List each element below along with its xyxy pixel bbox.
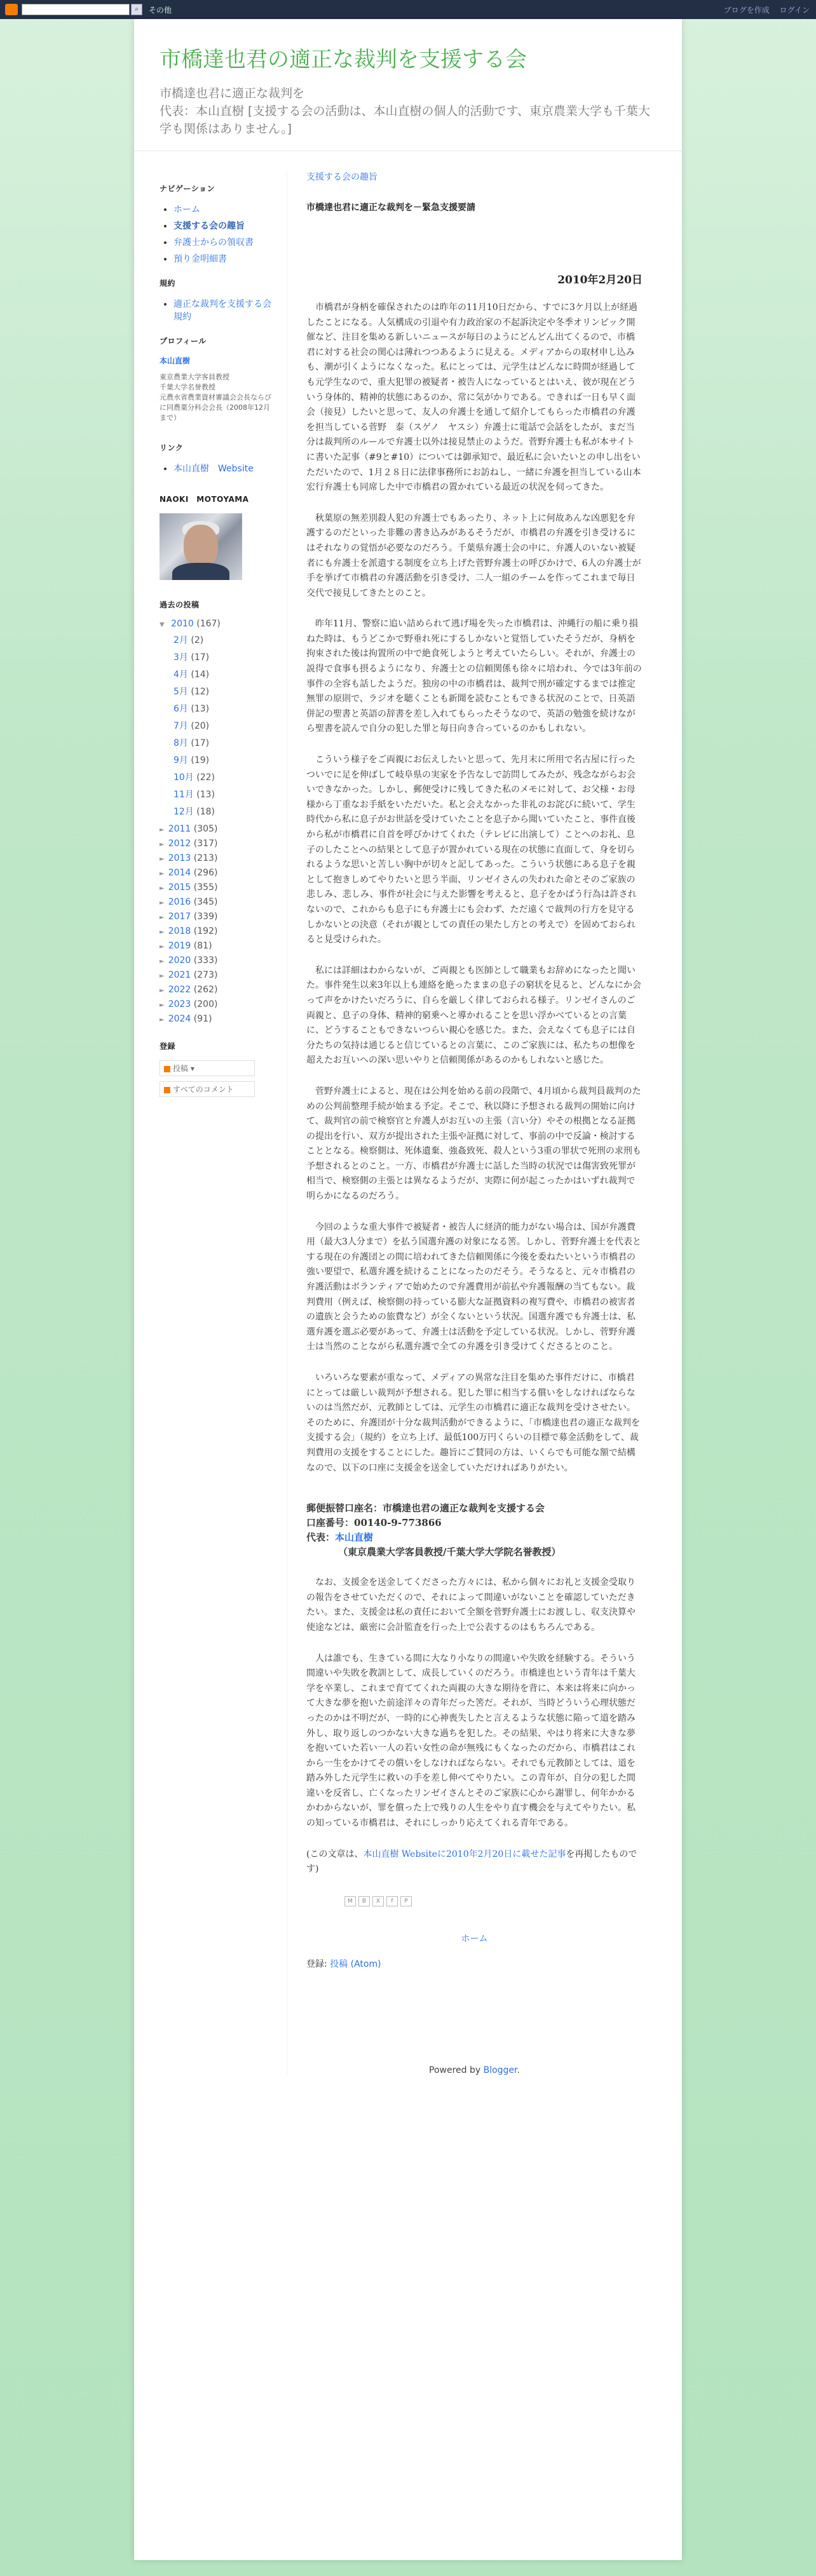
- archive-year: [160, 824, 274, 834]
- archive-year-link[interactable]: 2015: [168, 882, 191, 893]
- archive-year: [160, 853, 274, 863]
- archive-month: [173, 685, 274, 698]
- post-date: 2010年2月20日: [557, 274, 643, 287]
- blog-archive: [160, 619, 274, 1024]
- archive-month-link[interactable]: 9月: [173, 755, 188, 765]
- blog-share-icon[interactable]: B: [358, 1896, 370, 1906]
- expand-toggle-icon[interactable]: ►: [160, 943, 165, 950]
- post-paragraph: 昨年11月、警察に追い詰められて逃げ場を失った市橋君は、沖縄行の船に乗り損ねた時は、もうどこかで野垂れ死にするしかないと覚悟していたそうだが、身柄を拘束された後は拘置所の中で絶食死しようと考えていたらしい。それが、弁護士の説得で食事も摂るようになり、弁護士との信頼関係も徐々に培われ、今では3年前の事件の全容も話したようだ。独房の中の市橋君は、裁判で刑が確定するまでは推定無罪の原則で、ラジオを聴くことも新聞を読むこともできる状況のことで、日英語併記の聖書と英語の辞書を差し入れてもらったそうなので、英語の勉強を続けながら聖書を読んで自分の犯した罪と毎日向き合っているのかもしれない。: [306, 619, 642, 734]
- archive-year-link[interactable]: 2018: [168, 926, 191, 936]
- archive-month-link[interactable]: 12月: [173, 807, 194, 817]
- main-content: [287, 170, 643, 2075]
- nav-item-home[interactable]: ホーム: [173, 205, 200, 215]
- archive-year-count: (213): [193, 853, 218, 863]
- archive-year-link[interactable]: 2011: [168, 824, 191, 834]
- archive-title: 過去の投稿: [160, 600, 200, 609]
- archive-month-count: (17): [191, 652, 210, 663]
- rules-link[interactable]: 適正な裁判を支援する会規約: [173, 299, 271, 322]
- create-blog-link[interactable]: ブログを作成: [723, 6, 770, 15]
- archive-year: [160, 912, 274, 922]
- representative-label: 代表：: [306, 1532, 336, 1544]
- expand-toggle-icon[interactable]: ►: [160, 856, 165, 863]
- archive-month: [173, 651, 274, 663]
- blog-title[interactable]: 市橋達也君の適正な裁判を支援する会: [160, 47, 527, 72]
- profile-text: 東京農業大学客員教授 千葉大学名誉教授 元農水省農業資材審議会会長ならびに同農薬分科会会長（2008年12月まで）: [160, 373, 271, 422]
- archive-month: [173, 702, 274, 715]
- expand-toggle-icon[interactable]: ►: [160, 973, 165, 980]
- archive-year: [160, 868, 274, 878]
- archive-month: [173, 668, 274, 680]
- powered-by: [306, 2065, 643, 2075]
- archive-year-link[interactable]: 2021: [168, 970, 191, 980]
- post-paragraph: 菅野弁護士によると、現在は公判を始める前の段階で、4月頃から裁判員裁判のための公判前整理手続が始まる予定。そこで、秋以降に予想される裁判の開始に向けて、裁判官の前で検察官と弁護人がお互いの主張（言い分）やその根拠となる証拠の提出を行い、双方が提出された主張や証拠に対して、事前の中で反論・検討することとなる。検察側は、死体遺棄、強姦致死、殺人という3重の罪状で死刑の求刑も予想されるとのこと。一方、市橋君が弁護士に話した当時の状況では傷害致死罪が相当で、検察側の主張とは異なるようだが、実際に何が起こったかはいずれ裁判で明らかになるのだろう。: [306, 1086, 641, 1202]
- archive-year-count: (262): [193, 985, 218, 995]
- archive-year-count: (200): [193, 999, 218, 1009]
- archive-month: [173, 788, 274, 800]
- archive-month-count: (19): [191, 755, 210, 765]
- nav-item-purpose[interactable]: 支援する会の趣旨: [173, 221, 245, 231]
- links-title: リンク: [160, 443, 184, 452]
- post-paragraph: 人は誰でも、生きている間に大なり小なりの間違いや失敗を経験する。そういう間違いや失敗を教訓として、成長していくのだろう。市橋達也という青年は千葉大学を卒業し、これまで育ててくれた両親の大きな期待を背に、本来は将来に向かって大きな夢を抱いた前途洋々の青年だった筈だ。それが、当時どういう心理状態だったのかは不明だが、一時的に心神喪失したと言えるような状態に陥って道を踏み外し、取り返しのつかない大きな過ちを犯した。その結果、やはり将来に大きな夢を抱いていた若い一人の若い女性の命が無残にもくなったのだから、市橋君はこれから一生をかけてその償いをしなければならない。それでも元教師としては、道を踏み外した元学生に救いの手を差し伸べてやりたい。この青年が、自分の犯した間違いを反省し、亡くなったリンゼイさんとそのご家族に心から謝罪し、何年かかるかわからないが、罪を償った上で残りの人生をやり直す機会を与えてやりたい。私の知っている市橋君は、それにしっかり応えてくれる青年である。: [306, 1653, 636, 1829]
- post-paragraph: 市橋君が身柄を確保されたのは昨年の11月10日だから、すでに3ケ月以上が経過したことになる。人気構成の引退や有力政治家の不起訴決定や冬季オリンピック開催など、注目を集める新しいニュースが毎日のようにどんどん出てくるので、市橋君に対する社会の関心は薄れつつあるように見える。メディアからの取材申し込みも、潮が引くようになくなった。私にとっては、元学生はどんなに時間が経過しても元学生なので、重大犯罪の被疑者・被告人になっているとはいえ、彼が現在どういう身体的、精神的状態にあるのか、常に気がかりである。できれば一日も早く面会（接見）したいと思って、友人の弁護士を通して紹介してもらった市橋君の弁護を担当している菅野 泰（スゲノ ヤスシ）弁護士に電話で会話をしたが、まだ当分は裁判所のルールで弁護士以外は接見禁止のようだ。菅野弁護士も私が本サイトに書いた記事（#9と#10）については御承知で、最近私に会いたいとの申し出をいただいたので、1月２８日に法律事務所にお訪ねし、一緒に弁護を担当している山本宏行弁護士も同席した中で市橋君の置かれている最近の状況を伺ってきた。: [306, 302, 641, 493]
- x-share-icon[interactable]: X: [372, 1896, 384, 1906]
- subscribe-comments-label: すべてのコメント: [173, 1085, 234, 1094]
- archive-year: [160, 926, 274, 936]
- powered-pre: Powered by: [429, 2065, 484, 2075]
- bank-account-number: 口座番号：00140-9-773866: [306, 1517, 442, 1529]
- archive-year-count: (91): [193, 1014, 212, 1024]
- archive-year: [160, 1014, 274, 1024]
- archive-month-count: (2): [191, 635, 204, 645]
- email-share-icon[interactable]: M: [344, 1896, 356, 1906]
- archive-year-link[interactable]: 2024: [168, 1014, 191, 1024]
- archive-year-count: (339): [193, 912, 218, 922]
- archive-year-link[interactable]: 2023: [168, 999, 191, 1009]
- representative-title: （東京農業大学客員教授/千葉大学大学院名誉教授）: [338, 1546, 561, 1558]
- representative-link[interactable]: 本山直樹: [335, 1532, 374, 1544]
- expand-toggle-icon[interactable]: ►: [160, 870, 165, 877]
- archive-month-count: (18): [196, 807, 215, 817]
- archive-year-count: (81): [193, 941, 212, 951]
- post-paragraph: こういう様子をご両親にお伝えしたいと思って、先月末に所用で名古屋に行ったついでに足を伸ばして岐阜県の実家を予告なしで訪問してみたが、残念ながらお会いできなかった。しかし、郵便受けに残してきた私のメモに対して、お父様・お母様から丁重なお手紙をいただいた。私と会えなかった非礼のお詫びに続いて、学生時代から私に息子がお世話を受けていたことを息子から聞いていたこと、事件直後から私が市橋君に自首を呼びかけてくれた（テレビに出演して）ことへのお礼、息子のしたことへの結果として息子が置かれている現在の状態に直面して、身を切られるような思いと苦しい胸中が切々と記してあった。こういう状態にある息子を親として抱きしめてやりたいと思う半面、リンゼイさんの失われた命とそのご家族の悲しみ、悲しみ、事件が社会に与えた影響を考えると、息子をかばう行為は許されないので、これからも息子にも弁護士にも会わず、ただ遠くで裁判の行方を見守るしかないとの決意（それが親としての責任の果たし方との考えで）を固めておられると見受けられた。: [306, 755, 637, 945]
- subscribe-posts-label: 投稿: [173, 1064, 189, 1073]
- post-paragraph: なお、支援金を送金してくださった方々には、私から個々にお礼と支援金受取りの報告をさせていただくので、それによって間違いがないことを確認していただきたい。また、支援金は私の責任において全額を菅野弁護士にお渡しし、収支決算や使途などは、厳密に会計監査を行った上で公表するのはもちろんである。: [306, 1577, 636, 1633]
- archive-month-count: (22): [196, 772, 215, 783]
- nav-list: [160, 203, 274, 265]
- blog-description: [160, 84, 656, 138]
- post-paragraph: いろいろな要素が重なって、メディアの異常な注目を集めた事件だけに、市橋君にとっては厳しい裁判が予想される。犯した罪に相当する償いをしなければならないのは当然だが、元教師としては、元学生の市橋君に適正な裁判を受けさせたい。そのために、弁護団が十分な裁判活動ができるように、「市橋達也君の適正な裁判を支援する会」（規約）を立ち上げ、最低100万円くらいの目標で募金活動をして、裁判費用の支援をすることにした。趣旨にご賛同の方は、いくらでも可能な額で結構なので、以下の口座に支援金を送金していただければありがたい。: [306, 1373, 640, 1473]
- archive-year-count: (355): [193, 882, 218, 893]
- archive-month-link[interactable]: 8月: [173, 738, 188, 748]
- archive-year-count: (273): [193, 970, 218, 980]
- closing-post: を再掲したものです): [306, 1849, 637, 1875]
- subscribe-footer: [306, 1957, 643, 1970]
- expand-toggle-icon[interactable]: ►: [160, 841, 165, 848]
- archive-year-count: (192): [193, 926, 218, 936]
- expand-toggle-icon[interactable]: ►: [160, 914, 165, 921]
- page-title-link[interactable]: 支援する会の趣旨: [306, 172, 377, 182]
- archive-month-count: (14): [191, 670, 210, 680]
- navbar-right-links: [716, 4, 810, 15]
- expand-toggle-icon[interactable]: ►: [160, 885, 165, 892]
- expand-toggle-icon[interactable]: ►: [160, 826, 165, 833]
- expand-toggle-icon[interactable]: ►: [160, 987, 165, 994]
- website-link[interactable]: 本山直樹 Website: [173, 464, 254, 474]
- archive-year-count: (296): [193, 868, 218, 878]
- archive-year: [160, 985, 274, 995]
- photo-title: NAOKI MOTOYAMA: [160, 495, 249, 504]
- expand-toggle-icon[interactable]: ►: [160, 900, 165, 907]
- archive-year-link[interactable]: 2020: [168, 955, 191, 966]
- blog-header: [134, 19, 682, 151]
- archive-month-link[interactable]: 5月: [173, 687, 188, 697]
- blogger-logo-icon[interactable]: [5, 4, 18, 15]
- archive-month-link[interactable]: 3月: [173, 652, 188, 663]
- archive-year-count: (345): [193, 897, 218, 907]
- archive-month-count: (17): [191, 738, 210, 748]
- navbar-search-input[interactable]: [22, 4, 130, 15]
- home-link[interactable]: ホーム: [461, 1933, 488, 1944]
- subscribe-posts-button[interactable]: 投稿 ▾: [160, 1060, 255, 1076]
- archive-month-count: (20): [191, 721, 210, 731]
- archive-year: [160, 941, 274, 951]
- subscribe-comments-button[interactable]: [160, 1081, 255, 1097]
- atom-feed-link[interactable]: 投稿 (Atom): [330, 1959, 381, 1969]
- rules-title: 規約: [160, 279, 176, 288]
- profile-photo: [160, 513, 242, 580]
- pinterest-share-icon[interactable]: P: [400, 1896, 412, 1906]
- blog-container: [134, 19, 682, 2560]
- archive-month-link[interactable]: 2月: [173, 635, 188, 645]
- blog-description-line1: 市橋達也君に適正な裁判を: [160, 86, 305, 100]
- archive-month-count: (13): [191, 704, 210, 714]
- archive-year: [160, 955, 274, 966]
- archive-year-link[interactable]: 2012: [168, 839, 191, 849]
- archive-year-open[interactable]: 2010: [171, 619, 194, 629]
- facebook-share-icon[interactable]: f: [386, 1896, 398, 1906]
- nav-item-deposit[interactable]: 預り金明細書: [173, 254, 227, 264]
- share-buttons: [344, 1896, 643, 1906]
- nav-item-receipts[interactable]: 弁護士からの領収書: [173, 238, 254, 248]
- archive-count: (167): [196, 619, 221, 629]
- archive-month-count: (12): [191, 687, 210, 697]
- archive-year-link[interactable]: 2019: [168, 941, 191, 951]
- archive-year-link[interactable]: 2022: [168, 985, 191, 995]
- archive-month-link[interactable]: 11月: [173, 790, 194, 800]
- expand-toggle-icon[interactable]: ►: [160, 1016, 165, 1023]
- post-title: 市橋達也君に適正な裁判を－緊急支援要請: [306, 203, 475, 213]
- feed-icon: [164, 1087, 170, 1093]
- expand-toggle-icon[interactable]: ►: [160, 958, 165, 965]
- archive-month: [173, 753, 274, 766]
- archive-year: [160, 999, 274, 1009]
- archive-year-count: (305): [193, 824, 218, 834]
- archive-year-link[interactable]: 2016: [168, 897, 191, 907]
- archive-year: [160, 897, 274, 907]
- search-icon[interactable]: ⌕: [131, 4, 142, 15]
- archive-month-link[interactable]: 10月: [173, 772, 194, 783]
- archive-month: [173, 633, 274, 646]
- archive-month: [173, 736, 274, 749]
- closing-link[interactable]: 本山直樹 Websiteに2010年2月20日に載せた記事: [363, 1849, 566, 1859]
- post-paragraph: 秋葉原の無差別殺人犯の弁護士でもあったり、ネット上に何故あんな凶悪犯を弁護するのだといった非難の書き込みがあるそうだが、市橋君の弁護を引き受けるにはそれなりの覚悟が必要なのだろう。千葉県弁護士会の中に、弁護人のいない被疑者にも弁護士を派遣する制度を立ち上げた菅野弁護士の呼びかけで、6人の弁護士が手を挙げて市橋君の弁護活動を引き受け、二人一組のチームを作ってこれまで毎日交代で接見してきたとのこと。: [306, 513, 641, 598]
- archive-year: [160, 970, 274, 980]
- login-link[interactable]: ログイン: [779, 6, 810, 15]
- archive-year: [160, 839, 274, 849]
- powered-post: .: [517, 2065, 520, 2075]
- subscribe-title: 登録: [160, 1042, 176, 1051]
- profile-name[interactable]: 本山直樹: [160, 356, 191, 365]
- archive-month-link[interactable]: 6月: [173, 704, 188, 714]
- expand-toggle-icon[interactable]: ►: [160, 929, 165, 936]
- feed-icon: [164, 1066, 170, 1072]
- sidebar: [134, 170, 287, 2075]
- bank-info: [306, 1501, 643, 1560]
- archive-month-count: (13): [196, 790, 215, 800]
- nav-title: ナビゲーション: [160, 184, 215, 193]
- expand-toggle-icon[interactable]: ▼: [160, 621, 165, 628]
- archive-year-link[interactable]: 2013: [168, 853, 191, 863]
- subscribe-footer-label: 登録:: [306, 1959, 327, 1969]
- archive-year-link[interactable]: 2014: [168, 868, 191, 878]
- archive-year-count: (333): [193, 955, 218, 966]
- archive-year-count: (317): [193, 839, 218, 849]
- post-paragraph: 今回のような重大事件で被疑者・被告人に経済的能力がない場合は、国が弁護費用（最大3人分まで）を払う国選弁護の対象になる筈。しかし、菅野弁護士を代表とする現在の弁護団との間に培われてきた信頼関係に今後を委ねたいという市橋君の強い要望で、私選弁護を続けることになったのだそう。そうなると、元々市橋君の弁護活動はボランティアで始めたので弁護費用が前払や弁護報酬の当てもない。裁判費用（例えば、検察側の持っている膨大な証拠資料の複写費や、市橋君の被害者の遺族と会うための旅費など）が全くないという状況。国選弁護でも弁護士は、私選弁護を選ぶ必要があって、弁護士は活動を予定している状況。しかし、菅野弁護士は当然のことながら私選弁護で全ての弁護を引き受けてくださるとのこと。: [306, 1222, 641, 1352]
- archive-year: [160, 882, 274, 893]
- archive-month: [173, 719, 274, 732]
- blogger-link[interactable]: Blogger: [483, 2065, 517, 2075]
- blog-description-line2: 代表：本山直樹 [支援する会の活動は、本山直樹の個人的活動です、東京農業大学も千葉大学も関係はありません。]: [160, 104, 650, 136]
- bank-account-name: 郵便振替口座名：市橋達也君の適正な裁判を支援する会: [306, 1502, 545, 1514]
- expand-toggle-icon[interactable]: ►: [160, 1002, 165, 1009]
- archive-month-link[interactable]: 7月: [173, 721, 188, 731]
- navbar-more-link[interactable]: その他: [149, 5, 172, 15]
- archive-month-link[interactable]: 4月: [173, 670, 188, 680]
- blogger-navbar: [0, 0, 816, 19]
- closing-pre: (この文章は、: [306, 1849, 364, 1859]
- profile-title: プロフィール: [160, 337, 207, 346]
- closing-note: [306, 1847, 643, 1877]
- archive-year-link[interactable]: 2017: [168, 912, 191, 922]
- post-paragraph: 私には詳細はわからないが、ご両親とも医師として職業もお辞めになったと聞いた。事件発生以来3年以上も連絡を絶ったままの息子の窮状を見ると、どんなにか会って声をかけたいだろうに、自らを厳しく律しておられる様子。リンゼイさんのご両親と、息子の身体、精神的窮乗へと導かれることを思い浮かべているとの言葉に、どうすることもできないつらい親心を感じた。また、会えなくても息子には自分たちの気持は通じると信じているとの言葉に、このご家族には、私たちの想像を超えたお互いへの深い思いやりと信頼関係があるのかもしれないと感じた。: [306, 965, 641, 1066]
- archive-month: [173, 805, 274, 818]
- archive-month: [173, 771, 274, 783]
